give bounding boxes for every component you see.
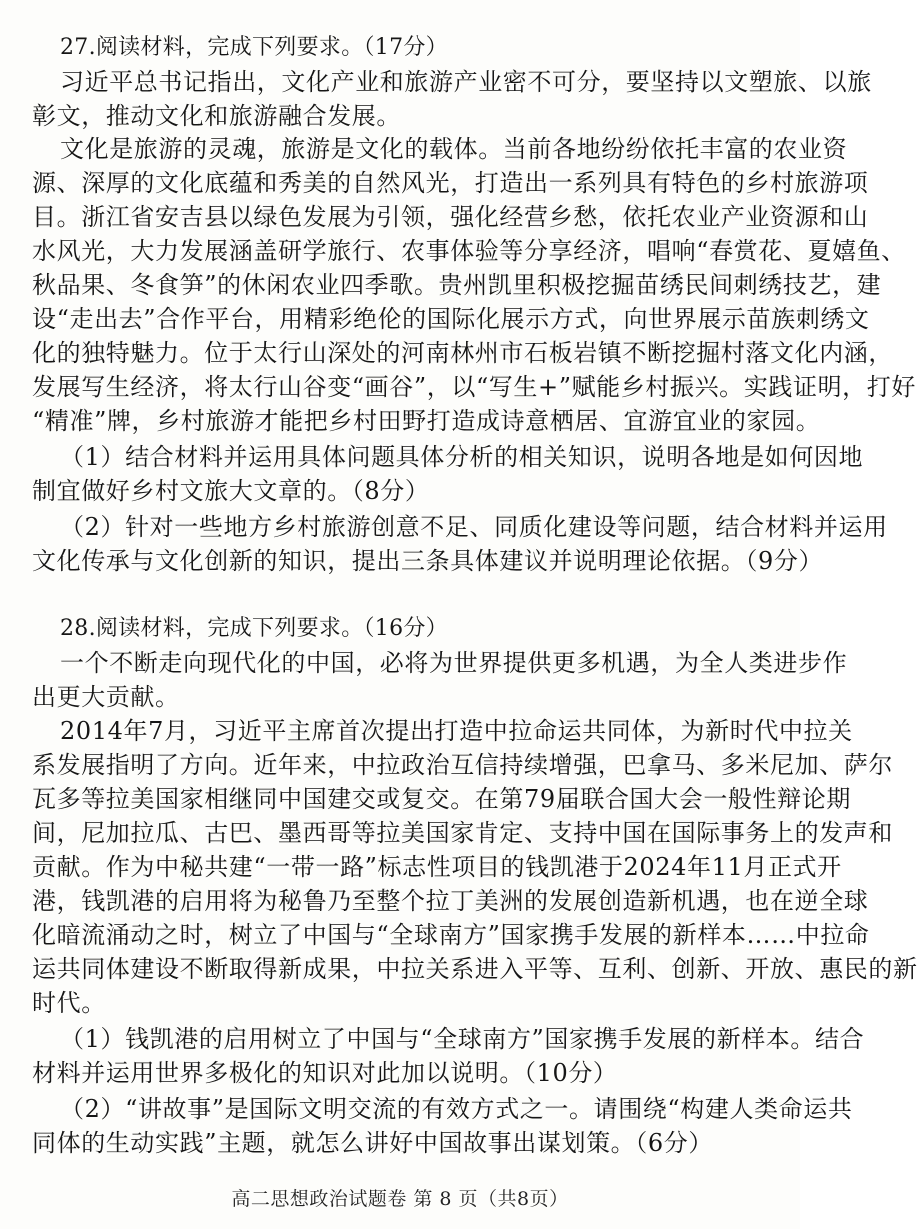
q27-line: 水风光，大力发展涵盖研学旅行、农事体验等分享经济，唱响“春赏花、夏嬉鱼、 (32, 237, 906, 265)
q27-line: “精准”牌，乡村旅游才能把乡村田野打造成诗意栖居、宜游宜业的家园。 (32, 407, 821, 435)
q27-line: 文化是旅游的灵魂，旅游是文化的载体。当前各地纷纷依托丰富的农业资 (60, 135, 848, 163)
q28-subquestion-2-cont: 同体的生动实践”主题，就怎么讲好中国故事出谋划策。（6分） (32, 1129, 713, 1157)
q27-heading: 27.阅读材料，完成下列要求。（17分） (60, 35, 448, 60)
q27-line: 习近平总书记指出，文化产业和旅游产业密不可分，要坚持以文塑旅、以旅 (60, 68, 872, 96)
q27-subquestion-2: （2）针对一些地方乡村旅游创意不足、同质化建设等问题，结合材料并运用 (60, 513, 888, 541)
q28-line: 化暗流涌动之时，树立了中国与“全球南方”国家携手发展的新样本……中拉命 (32, 921, 870, 949)
q27-line: 秋品果、冬食笋”的休闲农业四季歌。贵州凯里积极挖掘苗绣民间刺绣技艺，建 (32, 271, 882, 299)
page-footer: 高二思想政治试题卷 第 8 页（共8页） (231, 1188, 569, 1210)
q28-line: 时代。 (32, 989, 106, 1017)
q28-line: 贡献。作为中秘共建“一带一路”标志性项目的钱凯港于2024年11月正式开 (32, 853, 842, 881)
q28-subquestion-1-cont: 材料并运用世界多极化的知识对此加以说明。（10分） (32, 1059, 618, 1087)
q28-line: 2014年7月，习近平主席首次提出打造中拉命运共同体，为新时代中拉关 (60, 717, 853, 745)
q27-line: 目。浙江省安吉县以绿色发展为引领，强化经营乡愁，依托农业产业资源和山 (32, 203, 869, 231)
q28-subquestion-2: （2）“讲故事”是国际文明交流的有效方式之一。请围绕“构建人类命运共 (60, 1095, 853, 1123)
q27-line: 彰文，推动文化和旅游融合发展。 (32, 102, 401, 130)
q28-line: 瓦多等拉美国家相继同中国建交或复交。在第79届联合国大会一般性辩论期 (32, 785, 851, 813)
q28-line: 间，尼加拉瓜、古巴、墨西哥等拉美国家肯定、支持中国在国际事务上的发声和 (32, 819, 893, 847)
q27-line: 化的独特魅力。位于太行山深处的河南林州市石板岩镇不断挖掘村落文化内涵， (32, 339, 893, 367)
q28-heading: 28.阅读材料，完成下列要求。（16分） (60, 616, 448, 641)
q27-line: 设“走出去”合作平台，用精彩绝伦的国际化展示方式，向世界展示苗族刺绣文 (32, 305, 870, 333)
q27-line: 发展写生经济，将太行山谷变“画谷”，以“写生+”赋能乡村振兴。实践证明，打好 (32, 373, 916, 401)
q28-line: 出更大贡献。 (32, 683, 180, 711)
q28-line: 系发展指明了方向。近年来，中拉政治互信持续增强，巴拿马、多米尼加、萨尔 (32, 751, 893, 779)
q27-subquestion-1: （1）结合材料并运用具体问题具体分析的相关知识，说明各地是如何因地 (60, 443, 864, 471)
q28-line: 港，钱凯港的启用将为秘鲁乃至整个拉丁美洲的发展创造新机遇，也在逆全球 (32, 887, 869, 915)
q27-subquestion-2-cont: 文化传承与文化创新的知识，提出三条具体建议并说明理论依据。（9分） (32, 547, 824, 575)
q28-subquestion-1: （1）钱凯港的启用树立了中国与“全球南方”国家携手发展的新样本。结合 (60, 1025, 865, 1053)
q27-line: 源、深厚的文化底蕴和秀美的自然风光，打造出一系列具有特色的乡村旅游项 (32, 169, 869, 197)
q28-line: 一个不断走向现代化的中国，必将为世界提供更多机遇，为全人类进步作 (60, 649, 848, 677)
q27-subquestion-1-cont: 制宜做好乡村文旅大文章的。（8分） (32, 477, 430, 505)
q28-line: 运共同体建设不断取得新成果，中拉关系进入平等、互利、创新、开放、惠民的新 (32, 955, 918, 983)
